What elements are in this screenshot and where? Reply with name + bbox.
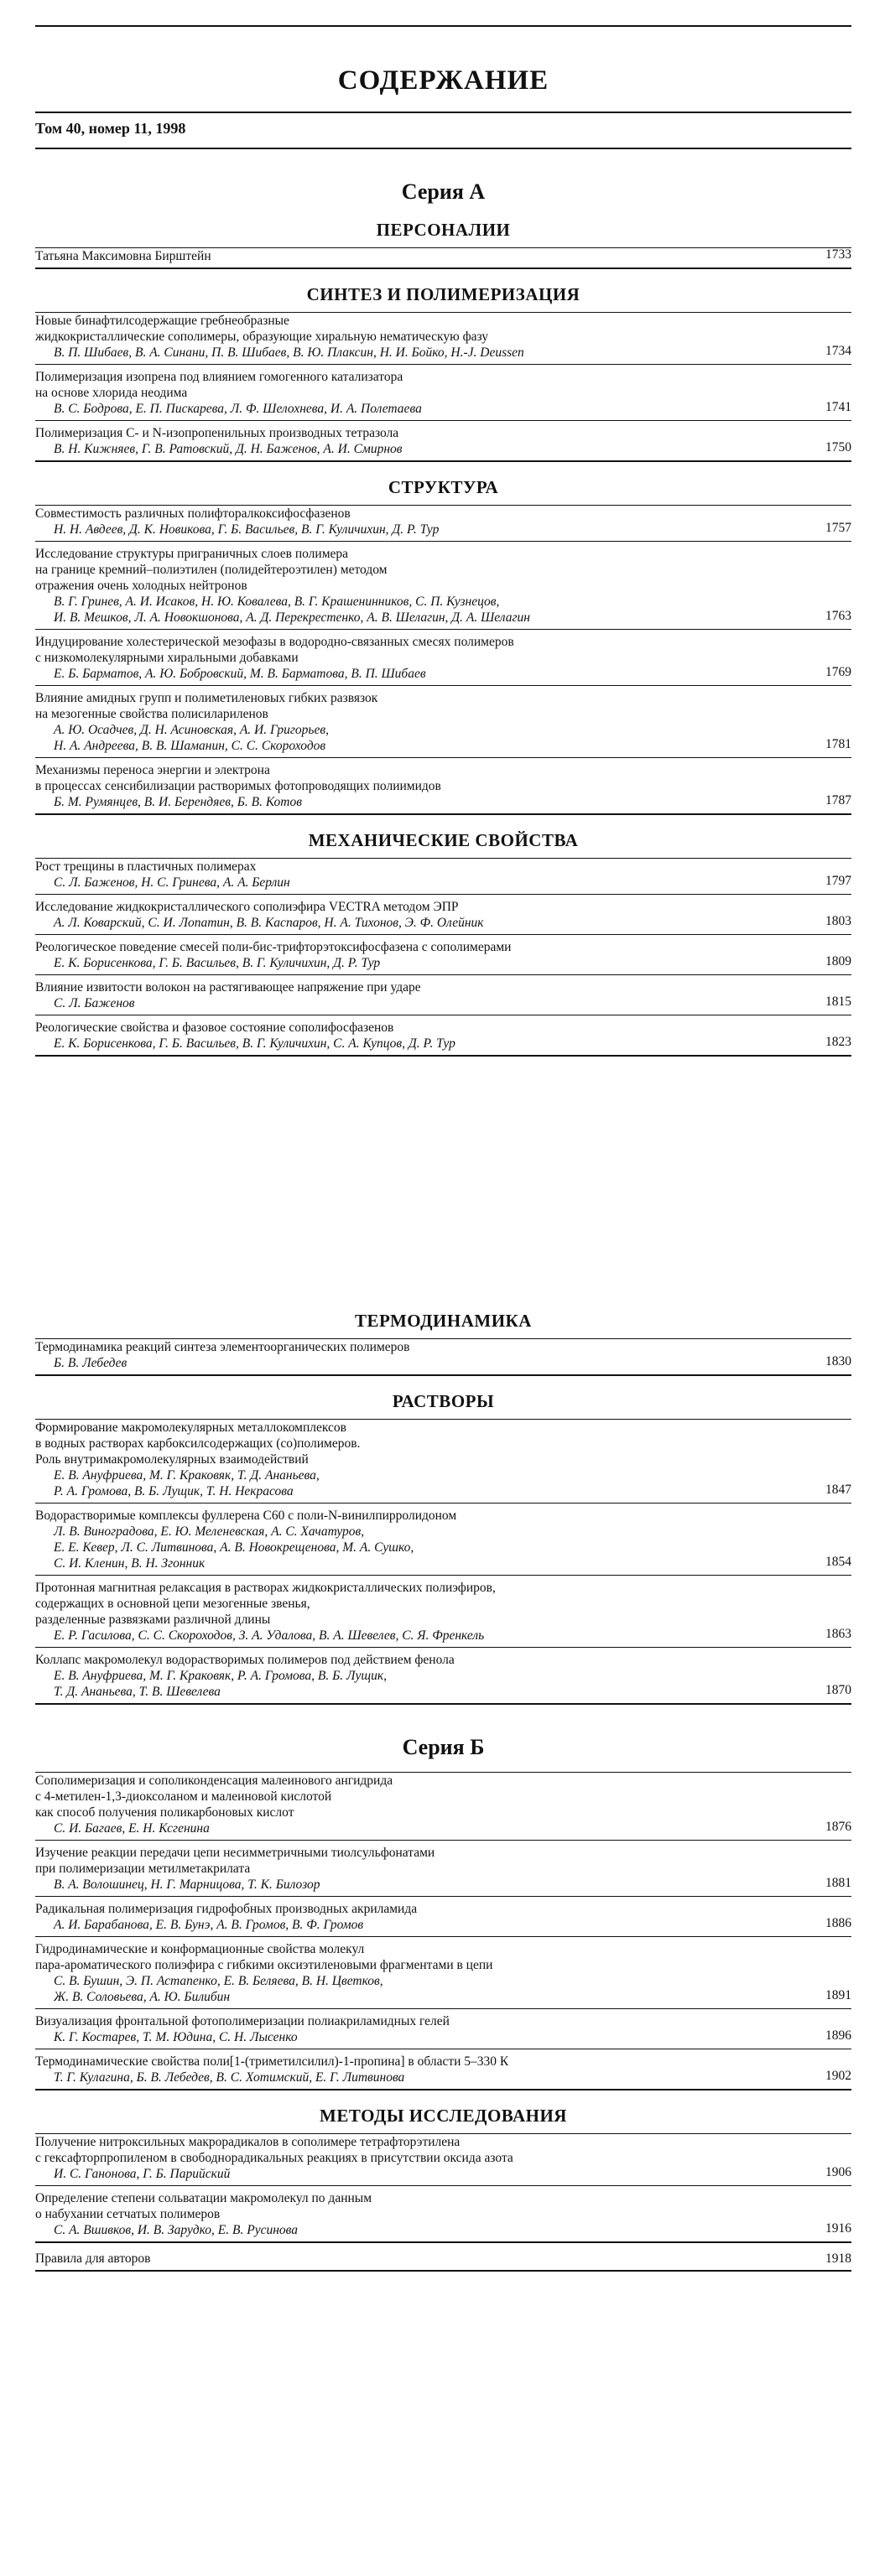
toc-entry	[35, 690, 851, 758]
issue-line: Том 40, номер 11, 1998	[35, 120, 186, 137]
entry-authors: С. А. Вшивков, И. В. Зарудко, Е. В. Русинова	[54, 2223, 299, 2237]
entry-title: Получение нитроксильных макрорадикалов в сополимере тетрафторэтилена с гексафторпропиленом в свободнорадикальных реакциях в присутствии оксида азота	[35, 2135, 513, 2165]
entry-page-number: 1916	[825, 2221, 851, 2236]
entry-title: Влияние извитости волокон на растягивающее напряжение при ударе	[35, 980, 421, 995]
toc-entry-body	[35, 248, 851, 264]
entry-title: Изучение реакции передачи цепи несимметричными тиолсульфонатами при полимеризации метилметакрилата	[35, 1846, 435, 1876]
entry-page-number: 1797	[825, 874, 851, 888]
entry-page-number: 1803	[825, 914, 851, 928]
entry-title: Визуализация фронтальной фотополимеризации полиакриламидных гелей	[35, 2014, 450, 2028]
entry-title: Механизмы переноса энергии и электрона в процессах сенсибилизации растворимых фотопроводящих полиимидов	[35, 763, 441, 793]
page-title: СОДЕРЖАНИЕ	[337, 65, 549, 96]
entry-page-number: 1830	[825, 1354, 851, 1368]
toc-entry-body	[35, 1580, 851, 1644]
toc-entry	[35, 2134, 851, 2186]
toc-entry	[35, 1020, 851, 1057]
entry-authors: Т. Г. Кулагина, Б. В. Лебедев, В. С. Хотимский, Е. Г. Литвинова	[54, 2070, 405, 2085]
entry-authors: А. Л. Коварский, С. И. Лопатин, В. В. Каспаров, Н. А. Тихонов, Э. Ф. Олейник	[54, 916, 484, 930]
toc-entry-body	[35, 2134, 851, 2182]
entry-separator	[35, 974, 851, 975]
toc-entry	[35, 1901, 851, 1937]
toc-entry	[35, 2054, 851, 2090]
entry-separator	[35, 813, 851, 815]
toc-entry	[35, 1339, 851, 1376]
entry-page-number: 1734	[825, 344, 851, 358]
entry-authors: С. Л. Баженов	[54, 996, 135, 1010]
toc-entry	[35, 2190, 851, 2243]
entry-page-number: 1809	[825, 954, 851, 969]
entry-title: Определение степени сольватации макромолекул по данным о набухании сетчатых полимеров	[35, 2191, 372, 2221]
series-b-heading: Серия Б	[402, 1735, 485, 1759]
toc-entry	[35, 425, 851, 462]
entry-authors: Е. К. Борисенкова, Г. Б. Васильев, В. Г. Куличихин, Д. Р. Тур	[54, 956, 381, 970]
entry-separator	[35, 2008, 851, 2009]
toc-entry	[35, 1773, 851, 1841]
entry-authors: Б. М. Румянцев, В. И. Берендяев, Б. В. Котов	[54, 795, 302, 809]
entry-title: Влияние амидных групп и полиметиленовых гибких развязок на мезогенные свойства полисилариленов	[35, 691, 378, 721]
toc-entry-body	[35, 1901, 851, 1933]
entry-authors: Е. Р. Гасилова, С. С. Скороходов, З. А. Удалова, В. А. Шевелев, С. Я. Френкель	[54, 1628, 485, 1643]
toc-entry-body	[35, 1941, 851, 2005]
entry-authors: С. В. Бушин, Э. П. Астапенко, Е. В. Беляева, В. Н. Цветков, Ж. В. Соловьева, А. Ю. Билибин	[54, 1974, 383, 2004]
entry-title: Рост трещины в пластичных полимерах	[35, 860, 257, 874]
toc-entry-body	[35, 979, 851, 1011]
entry-title: Коллапс макромолекул водорастворимых полимеров под действием фенола	[35, 1653, 455, 1667]
entry-authors: С. И. Багаев, Е. Н. Ксгенина	[54, 1821, 210, 1836]
entry-separator	[35, 1896, 851, 1897]
entry-authors: В. Г. Гринев, А. И. Исаков, Н. Ю. Ковалева, В. Г. Крашенинников, С. П. Кузнецов, И. В. Мешков, Л. А. Новокшонова, А. Д. Перекрестенко, А. В. Шелагин, Д. А. Шелагин	[54, 595, 530, 625]
entry-page-number: 1741	[825, 400, 851, 414]
entry-separator	[35, 364, 851, 365]
series-a-heading: Серия А	[401, 179, 486, 204]
entry-authors: И. С. Ганонова, Г. Б. Парийский	[54, 2167, 231, 2181]
entry-authors: В. А. Волошинец, Н. Г. Марницова, Т. К. Билозор	[54, 1877, 320, 1892]
entry-page-number: 1815	[825, 995, 851, 1009]
section-heading: СИНТЕЗ И ПОЛИМЕРИЗАЦИЯ	[306, 284, 580, 304]
entry-title: Протонная магнитная релаксация в растворах жидкокристаллических полиэфиров, содержащих в основной цепи мезогенные звенья, разделенные развязками различной длины	[35, 1581, 496, 1627]
entry-title: Полимеризация изопрена под влиянием гомогенного катализатора на основе хлорида неодима	[35, 370, 403, 400]
toc-entry-body	[35, 313, 851, 361]
entry-title: Новые бинафтилсодержащие гребнеобразные жидкокристаллические сополимеры, образующие хиральную нематическую фазу	[35, 314, 489, 344]
entry-separator	[35, 1575, 851, 1576]
entry-separator	[35, 629, 851, 630]
toc-entry	[35, 369, 851, 421]
entry-page-number: 1787	[825, 793, 851, 808]
entry-page-number: 1896	[825, 2028, 851, 2043]
entry-title: Радикальная полимеризация гидрофобных производных акриламида	[35, 1902, 418, 1916]
entry-separator	[35, 2241, 851, 2243]
entry-authors: В. П. Шибаев, В. А. Синани, П. В. Шибаев, В. Ю. Плаксин, Н. И. Бойко, H.-J. Deussen	[54, 345, 524, 360]
entry-page-number: 1902	[825, 2069, 851, 2083]
entry-authors: Е. К. Борисенкова, Г. Б. Васильев, В. Г. Куличихин, С. А. Купцов, Д. Р. Тур	[54, 1036, 455, 1051]
section-heading: МЕХАНИЧЕСКИЕ СВОЙСТВА	[308, 830, 579, 850]
toc-entry	[35, 1580, 851, 1648]
issue-rule	[35, 148, 851, 149]
entry-page-number: 1886	[825, 1916, 851, 1930]
entry-separator	[35, 420, 851, 421]
entry-page-number: 1876	[825, 1820, 851, 1834]
toc-entry	[35, 939, 851, 975]
entry-title: Татьяна Максимовна Бирштейн	[35, 249, 211, 263]
entry-authors: Л. В. Виноградова, Е. Ю. Меленевская, А. С. Хачатуров, Е. Е. Кевер, Л. С. Литвинова, А. В. Новокрещенова, М. А. Сушко, С. И. Кленин, В. Н. Згонник	[54, 1524, 414, 1571]
entry-title: Сополимеризация и сополиконденсация малеинового ангидрида с 4-метилен-1,3-диоксоланом и малеиновой кислотой как способ получения поликарбоновых кислот	[35, 1774, 393, 1820]
toc-entry	[35, 762, 851, 815]
entry-separator	[35, 267, 851, 269]
series-b	[35, 1772, 851, 2243]
entry-page-number: 1891	[825, 1988, 851, 2002]
entry-separator	[35, 2185, 851, 2186]
title-rule	[35, 112, 851, 113]
section-heading: РАСТВОРЫ	[392, 1391, 495, 1411]
toc-entry-body	[35, 1773, 851, 1836]
toc-entry	[35, 546, 851, 630]
entry-separator	[35, 1703, 851, 1705]
entry-separator	[35, 1840, 851, 1841]
entry-page-number: 1881	[825, 1876, 851, 1890]
toc-entry-body	[35, 1508, 851, 1571]
entry-separator	[35, 1503, 851, 1504]
entry-authors: К. Г. Костарев, Т. М. Юдина, С. Н. Лысенко	[54, 2030, 298, 2044]
entry-title: Полимеризация С- и N-изопропенильных производных тетразола	[35, 426, 399, 440]
entry-separator	[35, 894, 851, 895]
entry-title: Индуцирование холестерической мезофазы в водородно-связанных смесях полимеров с низкомолекулярными хиральными добавками	[35, 635, 514, 665]
entry-authors: Е. В. Ануфриева, М. Г. Краковяк, Р. А. Громова, В. Б. Лущик, Т. Д. Ананьева, Т. В. Шевелева	[54, 1669, 387, 1699]
toc-entry-body	[35, 2054, 851, 2085]
toc-entry	[35, 1845, 851, 1897]
entry-separator	[35, 1647, 851, 1648]
toc-entry-body	[35, 939, 851, 971]
toc-entry-body	[35, 506, 851, 538]
toc-entry-body	[35, 762, 851, 810]
toc-entry-body	[35, 1845, 851, 1893]
entry-title: Формирование макромолекулярных металлокомплексов в водных растворах карбоксилсодержащих (со)полимеров. Роль внутримакромолекулярных взаимодействий	[35, 1420, 361, 1467]
contents-page	[35, 25, 851, 2276]
toc-entry-body	[35, 369, 851, 417]
toc-entry-body	[35, 1020, 851, 1052]
entry-title: Реологическое поведение смесей поли-бис-трифторэтоксифосфазена с сополимерами	[35, 940, 512, 954]
entry-separator	[35, 685, 851, 686]
toc-entry-body	[35, 546, 851, 626]
toc-entry	[35, 1652, 851, 1705]
toc-entry	[35, 2013, 851, 2049]
entry-page-number: 1757	[825, 521, 851, 535]
toc-entry	[35, 1941, 851, 2009]
entry-authors: С. Л. Баженов, Н. С. Гринева, А. А. Берлин	[54, 875, 290, 890]
toc-entry	[35, 859, 851, 895]
entry-title: Исследование жидкокристаллического сополиэфира VECTRA методом ЭПР	[35, 900, 459, 914]
entry-page-number: 1781	[825, 737, 851, 751]
entry-title: Исследование структуры приграничных слоев полимера на границе кремний–полиэтилен (полидейтероэтилен) методом отражения очень холодных нейтронов	[35, 547, 388, 593]
entry-page-number: 1906	[825, 2165, 851, 2179]
entry-separator	[35, 460, 851, 462]
entry-page-number: 1870	[825, 1683, 851, 1697]
entry-page-number: 1854	[825, 1555, 851, 1569]
entry-separator	[35, 934, 851, 935]
entry-page-number: 1750	[825, 440, 851, 454]
entry-title: Водорастворимые комплексы фуллерена C60 с поли-N-винилпирролидоном	[35, 1509, 457, 1523]
section-heading: ТЕРМОДИНАМИКА	[355, 1311, 532, 1331]
entry-authors: Н. Н. Авдеев, Д. К. Новикова, Г. Б. Васильев, В. Г. Куличихин, Д. Р. Тур	[54, 522, 440, 537]
entry-separator	[35, 2089, 851, 2090]
entry-authors: Е. Б. Барматов, А. Ю. Бобровский, М. В. Барматова, В. П. Шибаев	[54, 667, 426, 681]
authors-rules-page: 1918	[825, 2251, 851, 2266]
toc-entry	[35, 506, 851, 542]
entry-page-number: 1733	[825, 247, 851, 262]
series-a	[35, 220, 851, 1705]
toc-entry	[35, 1420, 851, 1504]
toc-entry-body	[35, 425, 851, 457]
toc-entry	[35, 248, 851, 269]
entry-separator	[35, 1055, 851, 1057]
entry-authors: В. С. Бодрова, Е. П. Пискарева, Л. Ф. Шелохнева, И. А. Полетаева	[54, 402, 422, 416]
toc-entry-body	[35, 899, 851, 931]
entry-title: Термодинамические свойства поли[1-(триметилсилил)-1-пропина] в области 5–330 К	[35, 2054, 509, 2069]
section-heading: ПЕРСОНАЛИИ	[376, 220, 511, 240]
entry-title: Реологические свойства и фазовое состояние сополифосфазенов	[35, 1021, 394, 1035]
entry-page-number: 1863	[825, 1627, 851, 1641]
entry-page-number: 1847	[825, 1483, 851, 1497]
toc-entry-body	[35, 859, 851, 891]
toc-entry-body	[35, 1339, 851, 1371]
toc-entry	[35, 313, 851, 365]
entry-authors: А. И. Барабанова, Е. В. Бунэ, А. В. Громов, В. Ф. Громов	[54, 1918, 364, 1932]
entry-page-number: 1769	[825, 665, 851, 679]
entry-authors: В. Н. Кижняев, Г. В. Ратовский, Д. Н. Баженов, А. И. Смирнов	[54, 442, 403, 456]
toc-entry	[35, 979, 851, 1015]
toc-entry	[35, 634, 851, 686]
entry-authors: Б. В. Лебедев	[54, 1356, 128, 1370]
toc-entry-body	[35, 2190, 851, 2238]
section-heading: МЕТОДЫ ИССЛЕДОВАНИЯ	[320, 2106, 567, 2126]
toc-entry-body	[35, 634, 851, 682]
toc-entry-body	[35, 2013, 851, 2045]
bottom-rule	[35, 2270, 851, 2272]
entry-separator	[35, 1936, 851, 1937]
toc-entry-body	[35, 1652, 851, 1700]
authors-rules-label: Правила для авторов	[35, 2251, 151, 2266]
entry-page-number: 1763	[825, 609, 851, 623]
entry-separator	[35, 1374, 851, 1376]
top-rule	[35, 25, 851, 27]
page-gap	[35, 1061, 851, 1296]
entry-page-number: 1823	[825, 1035, 851, 1049]
toc-entry-body	[35, 1420, 851, 1499]
entry-separator	[35, 541, 851, 542]
entry-authors: А. Ю. Осадчев, Д. Н. Асиновская, А. И. Григорьев, Н. А. Андреева, В. В. Шаманин, С. С. Скороходов	[54, 723, 329, 753]
toc-entry	[35, 1508, 851, 1576]
toc-entry	[35, 899, 851, 935]
entry-title: Совместимость различных полифторалкоксифосфазенов	[35, 506, 351, 521]
entry-title: Термодинамика реакций синтеза элементоорганических полимеров	[35, 1340, 410, 1354]
authors-rules	[35, 2251, 851, 2267]
entry-authors: Е. В. Ануфриева, М. Г. Краковяк, Т. Д. Ананьева, Р. А. Громова, В. Б. Лущик, Т. Н. Некрасова	[54, 1468, 320, 1498]
section-heading: СТРУКТУРА	[388, 477, 499, 497]
toc-entry-body	[35, 690, 851, 754]
entry-title: Гидродинамические и конформационные свойства молекул пара-ароматического полиэфира с гибкими оксиэтиленовыми фрагментами в цепи	[35, 1942, 493, 1972]
entry-separator	[35, 757, 851, 758]
